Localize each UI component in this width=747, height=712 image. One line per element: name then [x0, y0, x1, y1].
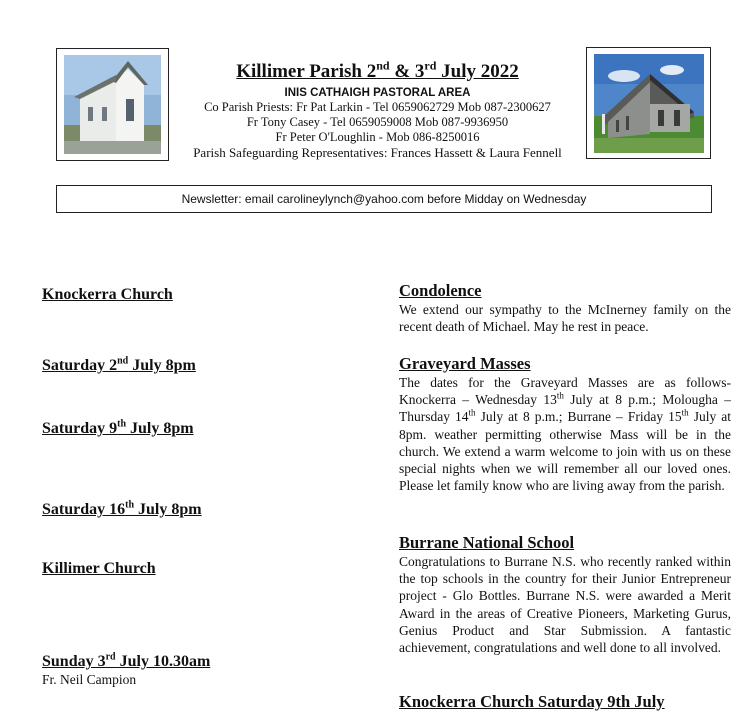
white-church-image [64, 55, 161, 154]
priests-line-2: Fr Tony Casey - Tel 0659059008 Mob 087-9936950 [246, 115, 509, 129]
saturday-16th-heading: Saturday 16th July 8pm [42, 499, 202, 518]
killimer-church-heading: Killimer Church [42, 560, 156, 577]
burrane-school-heading: Burrane National School [399, 533, 575, 552]
church-photo-right [586, 47, 711, 159]
newsletter-box: Newsletter: email carolineylynch@yahoo.com before Midday on Wednesday [56, 185, 712, 213]
page-title: Killimer Parish 2nd & 3rd July 2022 [236, 58, 519, 82]
condolence-body: We extend our sympathy to the McInerney family on the recent death of Michael. May he rest in peace. [399, 302, 731, 335]
pastoral-area-subtitle: INIS CATHAIGH PASTORAL AREA [284, 87, 471, 99]
priests-line-1: Co Parish Priests: Fr Pat Larkin - Tel 0659062729 Mob 087-2300627 [204, 100, 551, 114]
modern-church-image [594, 54, 704, 153]
saturday-9th-heading: Saturday 9th July 8pm [42, 418, 194, 437]
knockerra-saturday-section [399, 692, 731, 712]
graveyard-masses-section [399, 354, 731, 494]
knockerra-saturday-heading: Knockerra Church Saturday 9th July [399, 692, 665, 711]
sunday-celebrant: Fr. Neil Campion [42, 672, 137, 687]
graveyard-masses-body: The dates for the Graveyard Masses are as follows- Knockerra – Wednesday 13th July at 8 p.m.; Molougha – Thursday 14th July at 8 p.m.; Burrane – Friday 15th July at 8pm. weather permitting otherwise Mass will be in the church. We extend a warm welcome to join with us on these special nights when we will remember all our loved ones. Please let family know who are living away from the parish. [399, 375, 731, 494]
condolence-section [399, 281, 731, 335]
sunday-3rd-heading: Sunday 3rd July 10.30am [42, 651, 211, 670]
burrane-school-section [399, 533, 731, 656]
safeguarding-line: Parish Safeguarding Representatives: Frances Hassett & Laura Fennell [193, 145, 562, 160]
church-photo-left [56, 48, 169, 161]
burrane-school-body: Congratulations to Burrane N.S. who recently ranked within the top schools in the country for their Junior Entrepreneur project - Glo Bottles. Burrane N.S. were awarded a Merit Award in the areas of Creative Pioneers, Marketing Gurus, Genius Product and Star Submission. A fantastic achievement, congratulations and well done to all involved. [399, 554, 731, 656]
knockerra-church-heading: Knockerra Church [42, 286, 173, 303]
graveyard-masses-heading: Graveyard Masses [399, 354, 531, 373]
condolence-heading: Condolence [399, 281, 482, 300]
parish-header [175, 60, 580, 161]
priests-line-3: Fr Peter O'Loughlin - Mob 086-8250016 [275, 130, 480, 144]
saturday-2nd-heading: Saturday 2nd July 8pm [42, 355, 196, 374]
